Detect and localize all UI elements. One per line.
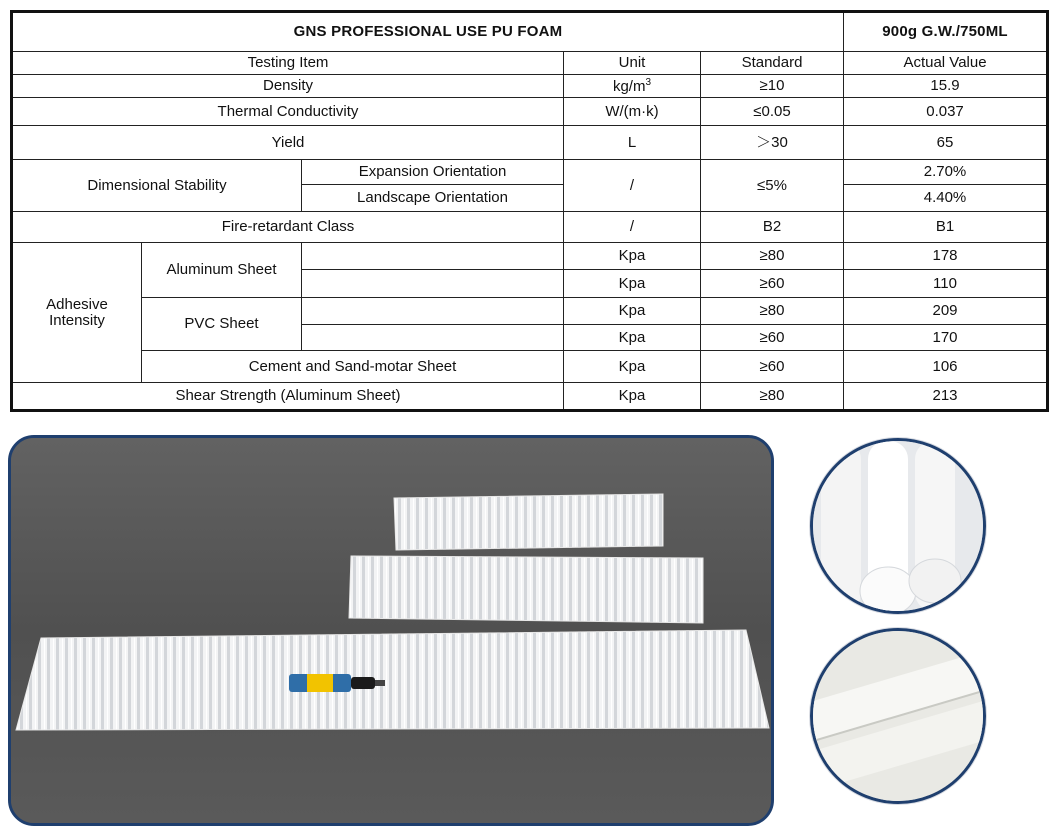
dimensional-unit: / xyxy=(564,160,701,212)
yield-value: 65 xyxy=(844,126,1048,160)
aluminum-value-1: 178 xyxy=(844,243,1048,270)
thermal-value: 0.037 xyxy=(844,98,1048,126)
density-label: Density xyxy=(12,75,564,98)
pvc-blank-1 xyxy=(302,298,564,325)
pvc-standard-2: ≥60 xyxy=(701,325,844,351)
aluminum-standard-2: ≥60 xyxy=(701,270,844,298)
expansion-value: 2.70% xyxy=(844,160,1048,185)
fire-unit: / xyxy=(564,212,701,243)
aluminum-blank-2 xyxy=(302,270,564,298)
foam-bead-closeup xyxy=(810,438,986,614)
aluminum-standard-1: ≥80 xyxy=(701,243,844,270)
table-title: GNS PROFESSIONAL USE PU FOAM xyxy=(12,12,844,52)
fire-standard: B2 xyxy=(701,212,844,243)
density-unit: $kg/m^3$ xyxy=(564,75,701,98)
pvc-value-1: 209 xyxy=(844,298,1048,325)
dimensional-label: Dimensional Stability xyxy=(12,160,302,212)
thermal-label: Thermal Conductivity xyxy=(12,98,564,126)
yield-unit: L xyxy=(564,126,701,160)
landscape-label: Landscape Orientation xyxy=(302,185,564,212)
fire-value: B1 xyxy=(844,212,1048,243)
density-value: 15.9 xyxy=(844,75,1048,98)
fire-label: Fire-retardant Class xyxy=(12,212,564,243)
spec-table xyxy=(10,10,1049,412)
aluminum-value-2: 110 xyxy=(844,270,1048,298)
thermal-standard: ≤0.05 xyxy=(701,98,844,126)
thermal-unit: W/(m·k) xyxy=(564,98,701,126)
foam-surface-closeup xyxy=(810,628,986,804)
pvc-unit-1: Kpa xyxy=(564,298,701,325)
spec-label: 900g G.W./750ML xyxy=(844,12,1048,52)
shear-label: Shear Strength (Aluminum Sheet) xyxy=(12,383,564,411)
shear-unit: Kpa xyxy=(564,383,701,411)
landscape-value: 4.40% xyxy=(844,185,1048,212)
cement-label: Cement and Sand-motar Sheet xyxy=(142,351,564,383)
cement-standard: ≥60 xyxy=(701,351,844,383)
header-testing-item: Testing Item xyxy=(12,52,564,75)
aluminum-unit-1: Kpa xyxy=(564,243,701,270)
aluminum-blank-1 xyxy=(302,243,564,270)
pvc-value-2: 170 xyxy=(844,325,1048,351)
header-actual-value: Actual Value xyxy=(844,52,1048,75)
shear-value: 213 xyxy=(844,383,1048,411)
shear-standard: ≥80 xyxy=(701,383,844,411)
aluminum-unit-2: Kpa xyxy=(564,270,701,298)
yield-standard: ＞30 xyxy=(701,126,844,160)
header-standard: Standard xyxy=(701,52,844,75)
cement-value: 106 xyxy=(844,351,1048,383)
pvc-label: PVC Sheet xyxy=(142,298,302,351)
adhesive-label: Adhesive Intensity xyxy=(12,243,142,383)
pvc-unit-2: Kpa xyxy=(564,325,701,351)
density-standard: ≥10 xyxy=(701,75,844,98)
aluminum-label: Aluminum Sheet xyxy=(142,243,302,298)
pvc-standard-1: ≥80 xyxy=(701,298,844,325)
dimensional-standard: ≤5% xyxy=(701,160,844,212)
yield-label: Yield xyxy=(12,126,564,160)
cement-unit: Kpa xyxy=(564,351,701,383)
header-unit: Unit xyxy=(564,52,701,75)
expansion-label: Expansion Orientation xyxy=(302,160,564,185)
pvc-blank-2 xyxy=(302,325,564,351)
foam-samples-photo xyxy=(8,435,774,826)
